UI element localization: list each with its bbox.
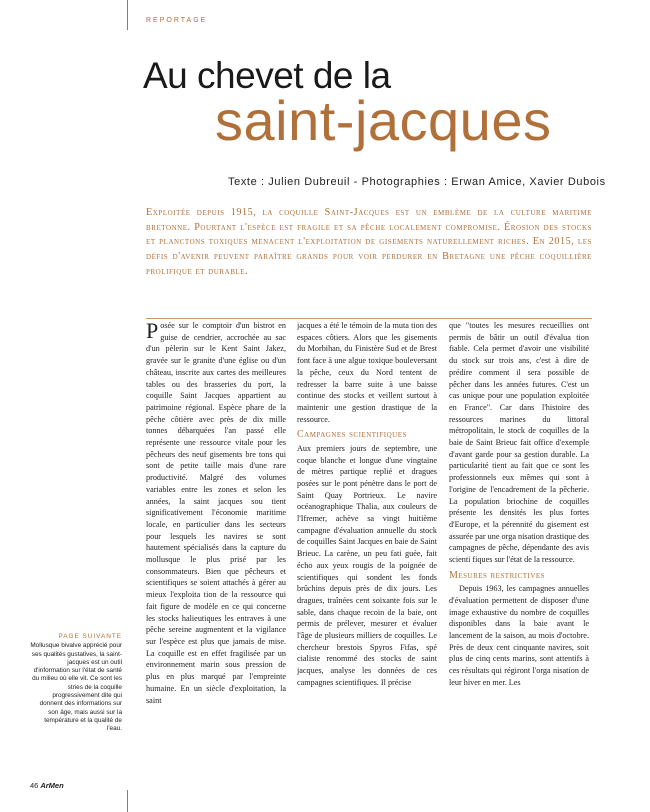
paragraph: que "toutes les mesures recueillies ont permis de bâtir un outil d'évalua tion fiable. Cela permet d'avoir une visibilité du stock sur trois ans, c'est à dire de prédire comment il sera possible de pêcher dans les années futures. C'est un cas unique pour une population exploitée en France". Car dans l'histoire des ressources marines du littoral métropolitain, le stock de coquilles de la baie de Saint Brieuc fait office d'exemple d'avant garde pour sa gestion durable. La particularité tient au fait que ce sont les professionnels eux mêmes qui sont à l'origine de l'encadrement de la pêcherie. La population briochine de coquilles présente les densités les plus fortes d'Europe, et la pérennité du gisement est assurée par une orga nisation drastique des campagnes de pêche, dépendante des avis scienti fiques sur l'état de la ressource. [449,321,589,565]
caption-text: Mollusque bivalve apprécié pour ses qualités gustatives, la saint-jacques est un outil d'information sur l'état de santé du milieu où elle vit. Ce sont les stries de la coquille progressivement dite qui donnent des informations sur son âge, mais aussi sur la température et la qualité de l'eau. [30,642,122,733]
page-footer [30,781,64,790]
subheading: Mesures restrictives [449,569,546,581]
page-number: 46 [30,781,39,790]
photo-caption-sidebar [30,633,122,734]
drop-cap: P [146,320,159,343]
article-credits: Texte : Julien Dubreuil - Photographies : Erwan Amice, Xavier Dubois [228,176,606,188]
text-column-1 [146,320,286,788]
paragraph-text: osée sur le comptoir d'un bistrot en guise de cendrier, accrochée au sac d'un pèlerin sur le Kent Saint Jakez, gravée sur le granite d'une église ou d'un château, inscrite aux cartes des meilleures tables ou des brasseries du port, la coquille Saint Jacques appartient au patrimoine régional. Espèce phare de la pêche côtière avec près de dix mille tonnes débarquées l'an passé elle représente une ressource vitale pour les pêcheurs des neuf gisements bre tons qui sont de petite taille mais d'une rare productivité. Malgré des volumes variables entre les zones et selon les années, la saint jacques sou tient significativement l'économie maritime locale, en particulier dans les secteurs pour lesquels les navires se sont hautement spécialisés dans la capture du mollusque le plus prisé par les consommateurs. Bien que pêcheurs et scientifiques se soient attachés à gérer au mieux l'exploita tion de la ressource qui fait figure de modèle en ce qui concerne les stocks halieutiques les entraves à une pêche sereine augmentent et la vigilance sur l'espèce est plus que jamais de mise. La coquille est en effet fragilisée par un environnement marin sous pression de plus en plus marqué par l'empreinte humaine. En un siècle d'exploitation, la saint [146,321,286,705]
caption-title: PAGE SUIVANTE [58,633,122,640]
title-line-2: saint-jacques [215,89,552,152]
text-column-2 [297,320,437,788]
title-line-1: Au chevet de la [143,55,391,96]
article-lead: Exploitée depuis 1915, la coquille Saint-Jacques est un emblème de la culture maritime bretonne. Pourtant l'espèce est fragile et sa pêche localement compromise. Érosion des stocks et planctons toxiques menacent l'exploitation de gisements naturellement riches. En 2015, les défis d'avenir peuvent paraître grands pour voir perdurer en Bretagne une pêche coquillière prolifique et durable. [146,207,592,277]
text-column-3 [449,320,589,788]
paragraph: Aux premiers jours de septembre, une coque blanche et longue d'une vingtaine de mètres partique replié et dragues posées sur le pont pénètre dans le port de Saint Quay Portrieux. Le navire océanographique Thalia, aux couleurs de l'Ifremer, achève sa vingt huitième campagne d'évaluation annuelle du stock de coquilles Saint Jacques en baie de Saint Brieuc. La carène, un peu fati guée, fait écho aux yeux rougis de la poignée de scientifiques qui sondent les fonds brûchins depuis près de dix jours. Les dragues, traînées cent soixante fois sur le sable, dans chaque recoin de la baie, ont permis de prélever, mesurer et évaluer l'âge de plusieurs milliers de coquilles. Le chercheur brestois Spyros Fifas, spé cialiste renommé des stocks de saint jacques, analyse les données de ces campagnes scientifiques. Il précise [297,443,437,687]
magazine-logo: ArMen [40,781,64,790]
header-rule [127,0,128,30]
footer-rule [127,790,128,812]
paragraph: jacques a été le témoin de la muta tion des espaces côtiers. Alors que les gisements du Morbihan, du Finistère Sud et de Brest font face à une algue toxique bouleversant la pêche, ceux du Nord tentent de redresser la barre suite à une baisse continue des stocks et veillent surtout à maintenir une gestion drastique de la ressource. [297,321,437,424]
paragraph [146,320,286,706]
section-kicker: REPORTAGE [146,17,208,24]
lead-divider [146,318,592,319]
paragraph: Depuis 1963, les campagnes annuelles d'évaluation permettent de disposer d'une image exhaustive du nombre de coquilles disponibles dans la baie avant le lancement de la saison, au mois d'octobre. Près de deux cent cinquante navires, soit plus de cinq cents marins, sont attentifs à ces résultats qui régiront l'orga nisation de leur hiver en mer. Les [449,584,589,687]
subheading: Campagnes scientifiques [297,429,407,441]
